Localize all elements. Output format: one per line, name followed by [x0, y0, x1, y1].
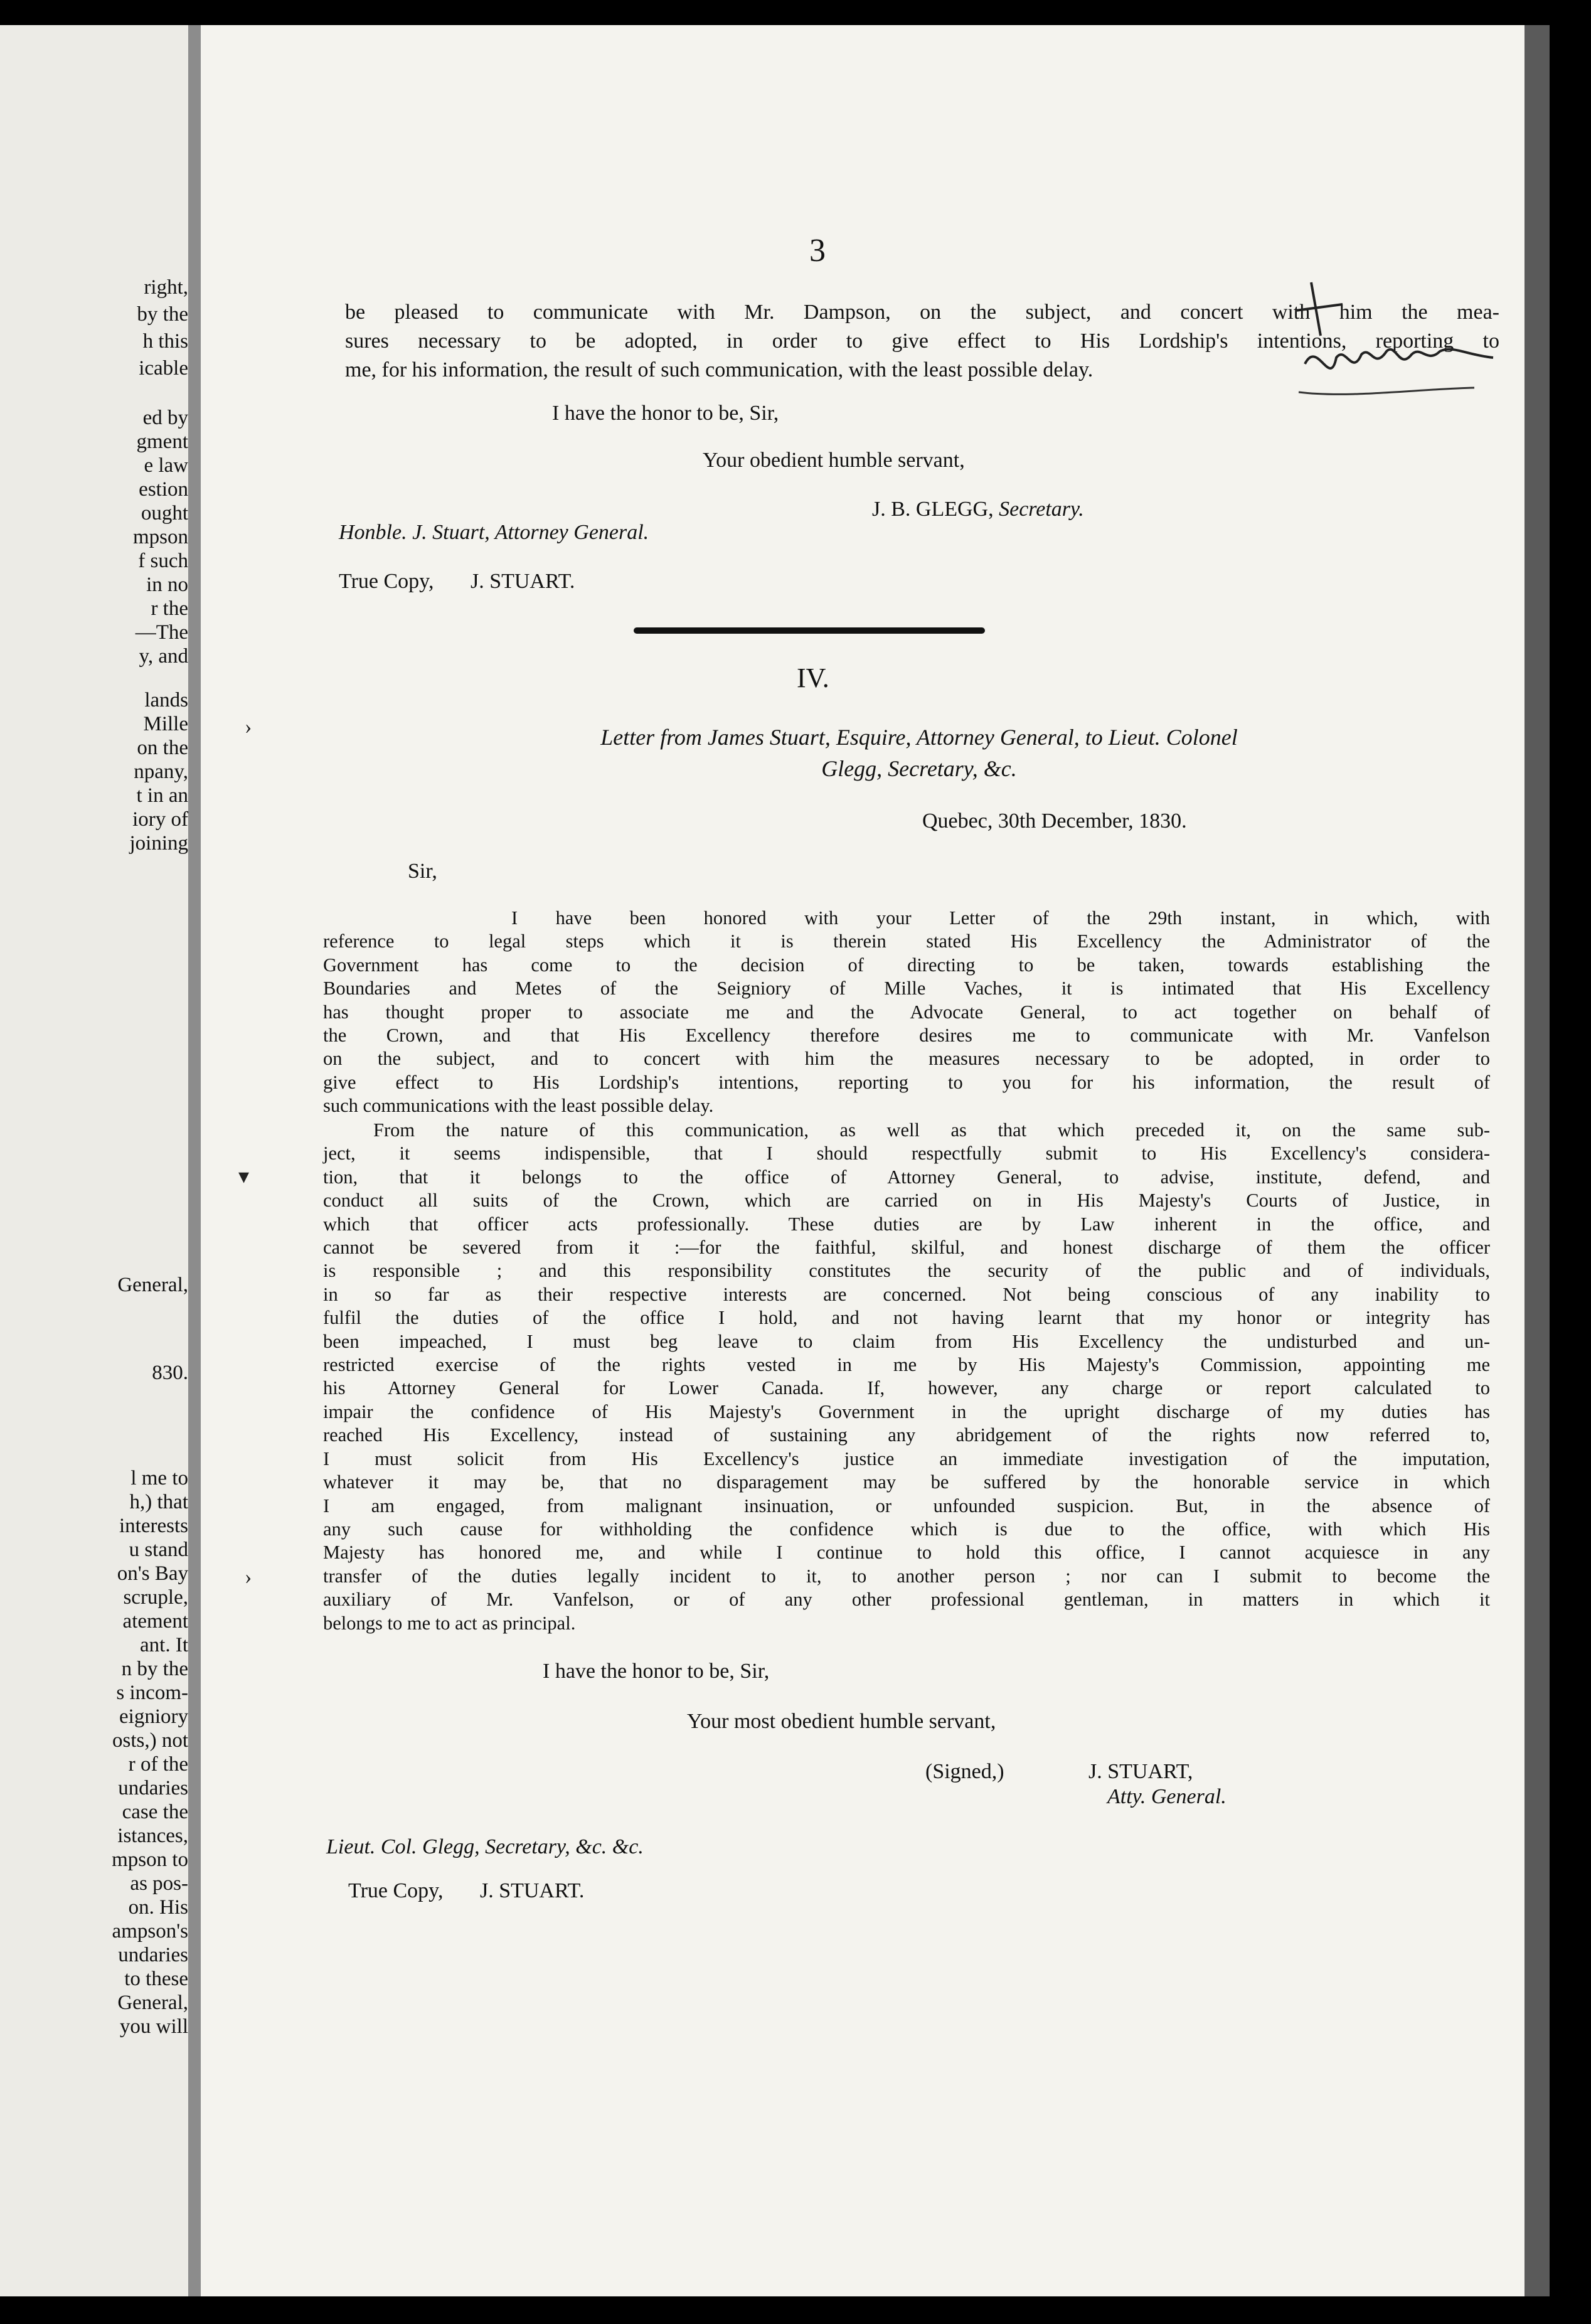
true-copy: [339, 570, 575, 594]
text-line: I must solicit from His Excellency's justice an immediate investigation of the imputation,: [323, 1447, 1490, 1469]
true-copy: [348, 1879, 584, 1903]
text-line: in so far as their respective interests are concerned. Not being conscious of any inability to: [323, 1283, 1490, 1305]
facing-page-text: General,: [117, 1991, 188, 2014]
facing-page-text: atement: [122, 1610, 188, 1633]
facing-page-text: iory of: [132, 808, 188, 831]
facing-page-text: e law: [144, 454, 188, 477]
signer: [872, 498, 1084, 521]
text-line: whatever it may be, that no disparagement may be suffered by the honorable service in which: [323, 1471, 1490, 1493]
signer-name: J. STUART,: [1088, 1760, 1193, 1783]
document-page: [201, 25, 1524, 2296]
text-line: Government has come to the decision of directing to be taken, towards establishing the: [323, 954, 1490, 976]
letter-heading: [358, 722, 1481, 784]
text-line: is responsible ; and this responsibility constitutes the security of the public and of individuals,: [323, 1260, 1490, 1282]
text-line: reference to legal steps which it is therein stated His Excellency the Administrator of the: [323, 930, 1490, 952]
text-line: such communications with the least possible delay.: [323, 1095, 714, 1117]
heading-line: Glegg, Secretary, &c.: [821, 756, 1017, 781]
text-line: Boundaries and Metes of the Seigniory of Mille Vaches, it is intimated that His Excellency: [323, 978, 1490, 999]
text-line: be pleased to communicate with Mr. Dampson, on the subject, and concert with him the mea-: [345, 301, 1499, 324]
facing-page-text: lands: [144, 689, 188, 712]
facing-page-text: mpson to: [112, 1848, 188, 1871]
facing-page-text: npany,: [134, 760, 188, 783]
closing-servant: Your most obedient humble servant,: [687, 1710, 996, 1733]
facing-page-text: h this: [142, 330, 188, 353]
facing-page-text: you will: [119, 2015, 188, 2038]
text-line: I am engaged, from malignant insinuation, or unfounded suspicion. But, in the absence of: [323, 1495, 1490, 1516]
text-line: reached His Excellency, instead of sustaining any abridgement of the rights now referred to,: [323, 1424, 1490, 1446]
text-line: restricted exercise of the rights vested in me by His Majesty's Commission, appointing me: [323, 1354, 1490, 1376]
text-line: the Crown, and that His Excellency therefore desires me to communicate with Mr. Vanfelson: [323, 1025, 1490, 1047]
text-line: From the nature of this communication, as well as that which preceded it, on the same sub-: [373, 1119, 1490, 1141]
facing-page-text: l me to: [130, 1467, 188, 1490]
facing-page-text: s incom-: [116, 1682, 188, 1704]
text-line: give effect to His Lordship's intentions, reporting to you for his information, the result of: [323, 1071, 1490, 1093]
text-line: belongs to me to act as principal.: [323, 1612, 576, 1634]
handwritten-annotation: [1292, 276, 1499, 433]
facing-page-text: r of the: [128, 1753, 188, 1776]
text-line: his Attorney General for Lower Canada. If, however, any charge or report calculated to: [323, 1377, 1490, 1399]
text-line: ject, it seems indispensible, that I should respectfully submit to His Excellency's considera-: [323, 1143, 1490, 1165]
true-copy-label: True Copy,: [339, 570, 434, 593]
signer-title: Atty. General.: [1107, 1785, 1227, 1808]
facing-page-text: t in an: [136, 784, 188, 807]
salutation: Sir,: [408, 860, 437, 883]
heading-line: Letter from James Stuart, Esquire, Attorney General, to Lieut. Colonel: [600, 725, 1238, 750]
facing-page-text: gment: [136, 430, 188, 453]
facing-page-text: istances,: [117, 1825, 188, 1847]
facing-page-text: undaries: [118, 1944, 188, 1966]
page-number: 3: [809, 233, 826, 269]
text-line: conduct all suits of the Crown, which are carried on in His Majesty's Courts of Justice, in: [323, 1190, 1490, 1212]
text-line: on the subject, and to concert with him the measures necessary to be adopted, in order to: [323, 1048, 1490, 1070]
facing-page-text: undaries: [118, 1777, 188, 1799]
facing-page-text: right,: [144, 276, 188, 299]
text-line: any such cause for withholding the confidence which is due to the office, with which His: [323, 1518, 1490, 1540]
margin-mark: ›: [245, 1565, 252, 1589]
signer-name: J. B. GLEGG,: [872, 498, 994, 521]
text-line: Majesty has honored me, and while I continue to hold this office, I cannot acquiesce in any: [323, 1542, 1490, 1564]
facing-page-text: —The: [135, 621, 188, 644]
facing-page-text: y, and: [139, 645, 188, 668]
facing-page-text: u stand: [129, 1538, 188, 1561]
section-divider: [634, 627, 985, 634]
margin-mark: ▾: [238, 1165, 250, 1188]
signed-label: (Signed,): [925, 1760, 1004, 1783]
facing-page-text: icable: [139, 357, 188, 380]
closing-honor: I have the honor to be, Sir,: [552, 402, 779, 425]
true-copy-name: J. STUART.: [479, 1879, 585, 1902]
facing-page-text: estion: [139, 478, 188, 501]
facing-page-text: on the: [137, 737, 188, 759]
section-number: IV.: [797, 663, 829, 693]
facing-page-text: in no: [146, 573, 188, 596]
facing-page-text: as pos-: [130, 1872, 188, 1895]
text-line: me, for his information, the result of such communication, with the least possible delay.: [345, 358, 1093, 381]
facing-page-text: f such: [138, 550, 188, 572]
facing-page-text: on's Bay: [117, 1562, 188, 1585]
text-line: transfer of the duties legally incident to it, to another person ; nor can I submit to become the: [323, 1565, 1490, 1587]
facing-page-text: interests: [119, 1515, 188, 1537]
facing-page-text: n by the: [121, 1658, 188, 1680]
page-gutter: [188, 25, 201, 2296]
facing-page-text: scruple,: [123, 1586, 188, 1609]
signer-title: Secretary.: [999, 498, 1084, 521]
facing-page-text: osts,) not: [112, 1729, 188, 1752]
text-line: cannot be severed from it :—for the faithful, skilful, and honest discharge of them the officer: [323, 1237, 1490, 1259]
facing-page-text: mpson: [132, 526, 188, 548]
facing-page-text: ought: [141, 502, 188, 525]
facing-page-text: r the: [151, 597, 188, 620]
text-line: auxiliary of Mr. Vanfelson, or of any other professional gentleman, in matters in which it: [323, 1589, 1490, 1611]
facing-page-text: eigniory: [119, 1705, 188, 1728]
text-line: which that officer acts professionally. These duties are by Law inherent in the office, and: [323, 1213, 1490, 1235]
addressee: Lieut. Col. Glegg, Secretary, &c. &c.: [326, 1835, 644, 1858]
facing-page-text: by the: [137, 303, 188, 326]
text-line: been impeached, I must beg leave to claim from His Excellency the undisturbed and un-: [323, 1330, 1490, 1352]
closing-honor: I have the honor to be, Sir,: [543, 1660, 770, 1683]
facing-page-text: General,: [117, 1274, 188, 1296]
text-line: I have been honored with your Letter of the 29th instant, in which, with: [511, 907, 1490, 929]
paragraph-1: [323, 907, 1490, 1118]
addressee: Honble. J. Stuart, Attorney General.: [339, 521, 649, 544]
closing-servant: Your obedient humble servant,: [703, 449, 965, 472]
text-line: fulfil the duties of the office I hold, and not having learnt that my honor or integrity has: [323, 1307, 1490, 1329]
facing-page-text: Mille: [143, 713, 188, 735]
facing-page-text: ed by: [142, 407, 188, 429]
facing-page-text: ant. It: [140, 1634, 188, 1656]
paragraph-2: [323, 1119, 1490, 1635]
text-line: has thought proper to associate me and the Advocate General, to act together on behalf of: [323, 1001, 1490, 1023]
page-edge: [1524, 25, 1550, 2296]
true-copy-label: True Copy,: [348, 1879, 444, 1902]
facing-page-text: h,) that: [129, 1491, 188, 1513]
facing-page-text: to these: [124, 1968, 188, 1990]
facing-page-text: joining: [129, 832, 188, 855]
place-date: Quebec, 30th December, 1830.: [922, 809, 1187, 833]
facing-page-text: on. His: [128, 1896, 188, 1919]
margin-mark: ›: [245, 715, 252, 738]
text-line: tion, that it belongs to the office of Attorney General, to advise, institute, defend, and: [323, 1166, 1490, 1188]
facing-page-fragment: [0, 25, 188, 2296]
true-copy-name: J. STUART.: [470, 570, 575, 593]
facing-page-text: 830.: [152, 1362, 188, 1384]
facing-page-text: case the: [122, 1801, 188, 1823]
text-line: impair the confidence of His Majesty's Government in the upright discharge of my duties has: [323, 1400, 1490, 1422]
text-line: sures necessary to be adopted, in order to give effect to His Lordship's intentions, reporting to: [345, 329, 1499, 353]
facing-page-text: ampson's: [112, 1920, 188, 1943]
